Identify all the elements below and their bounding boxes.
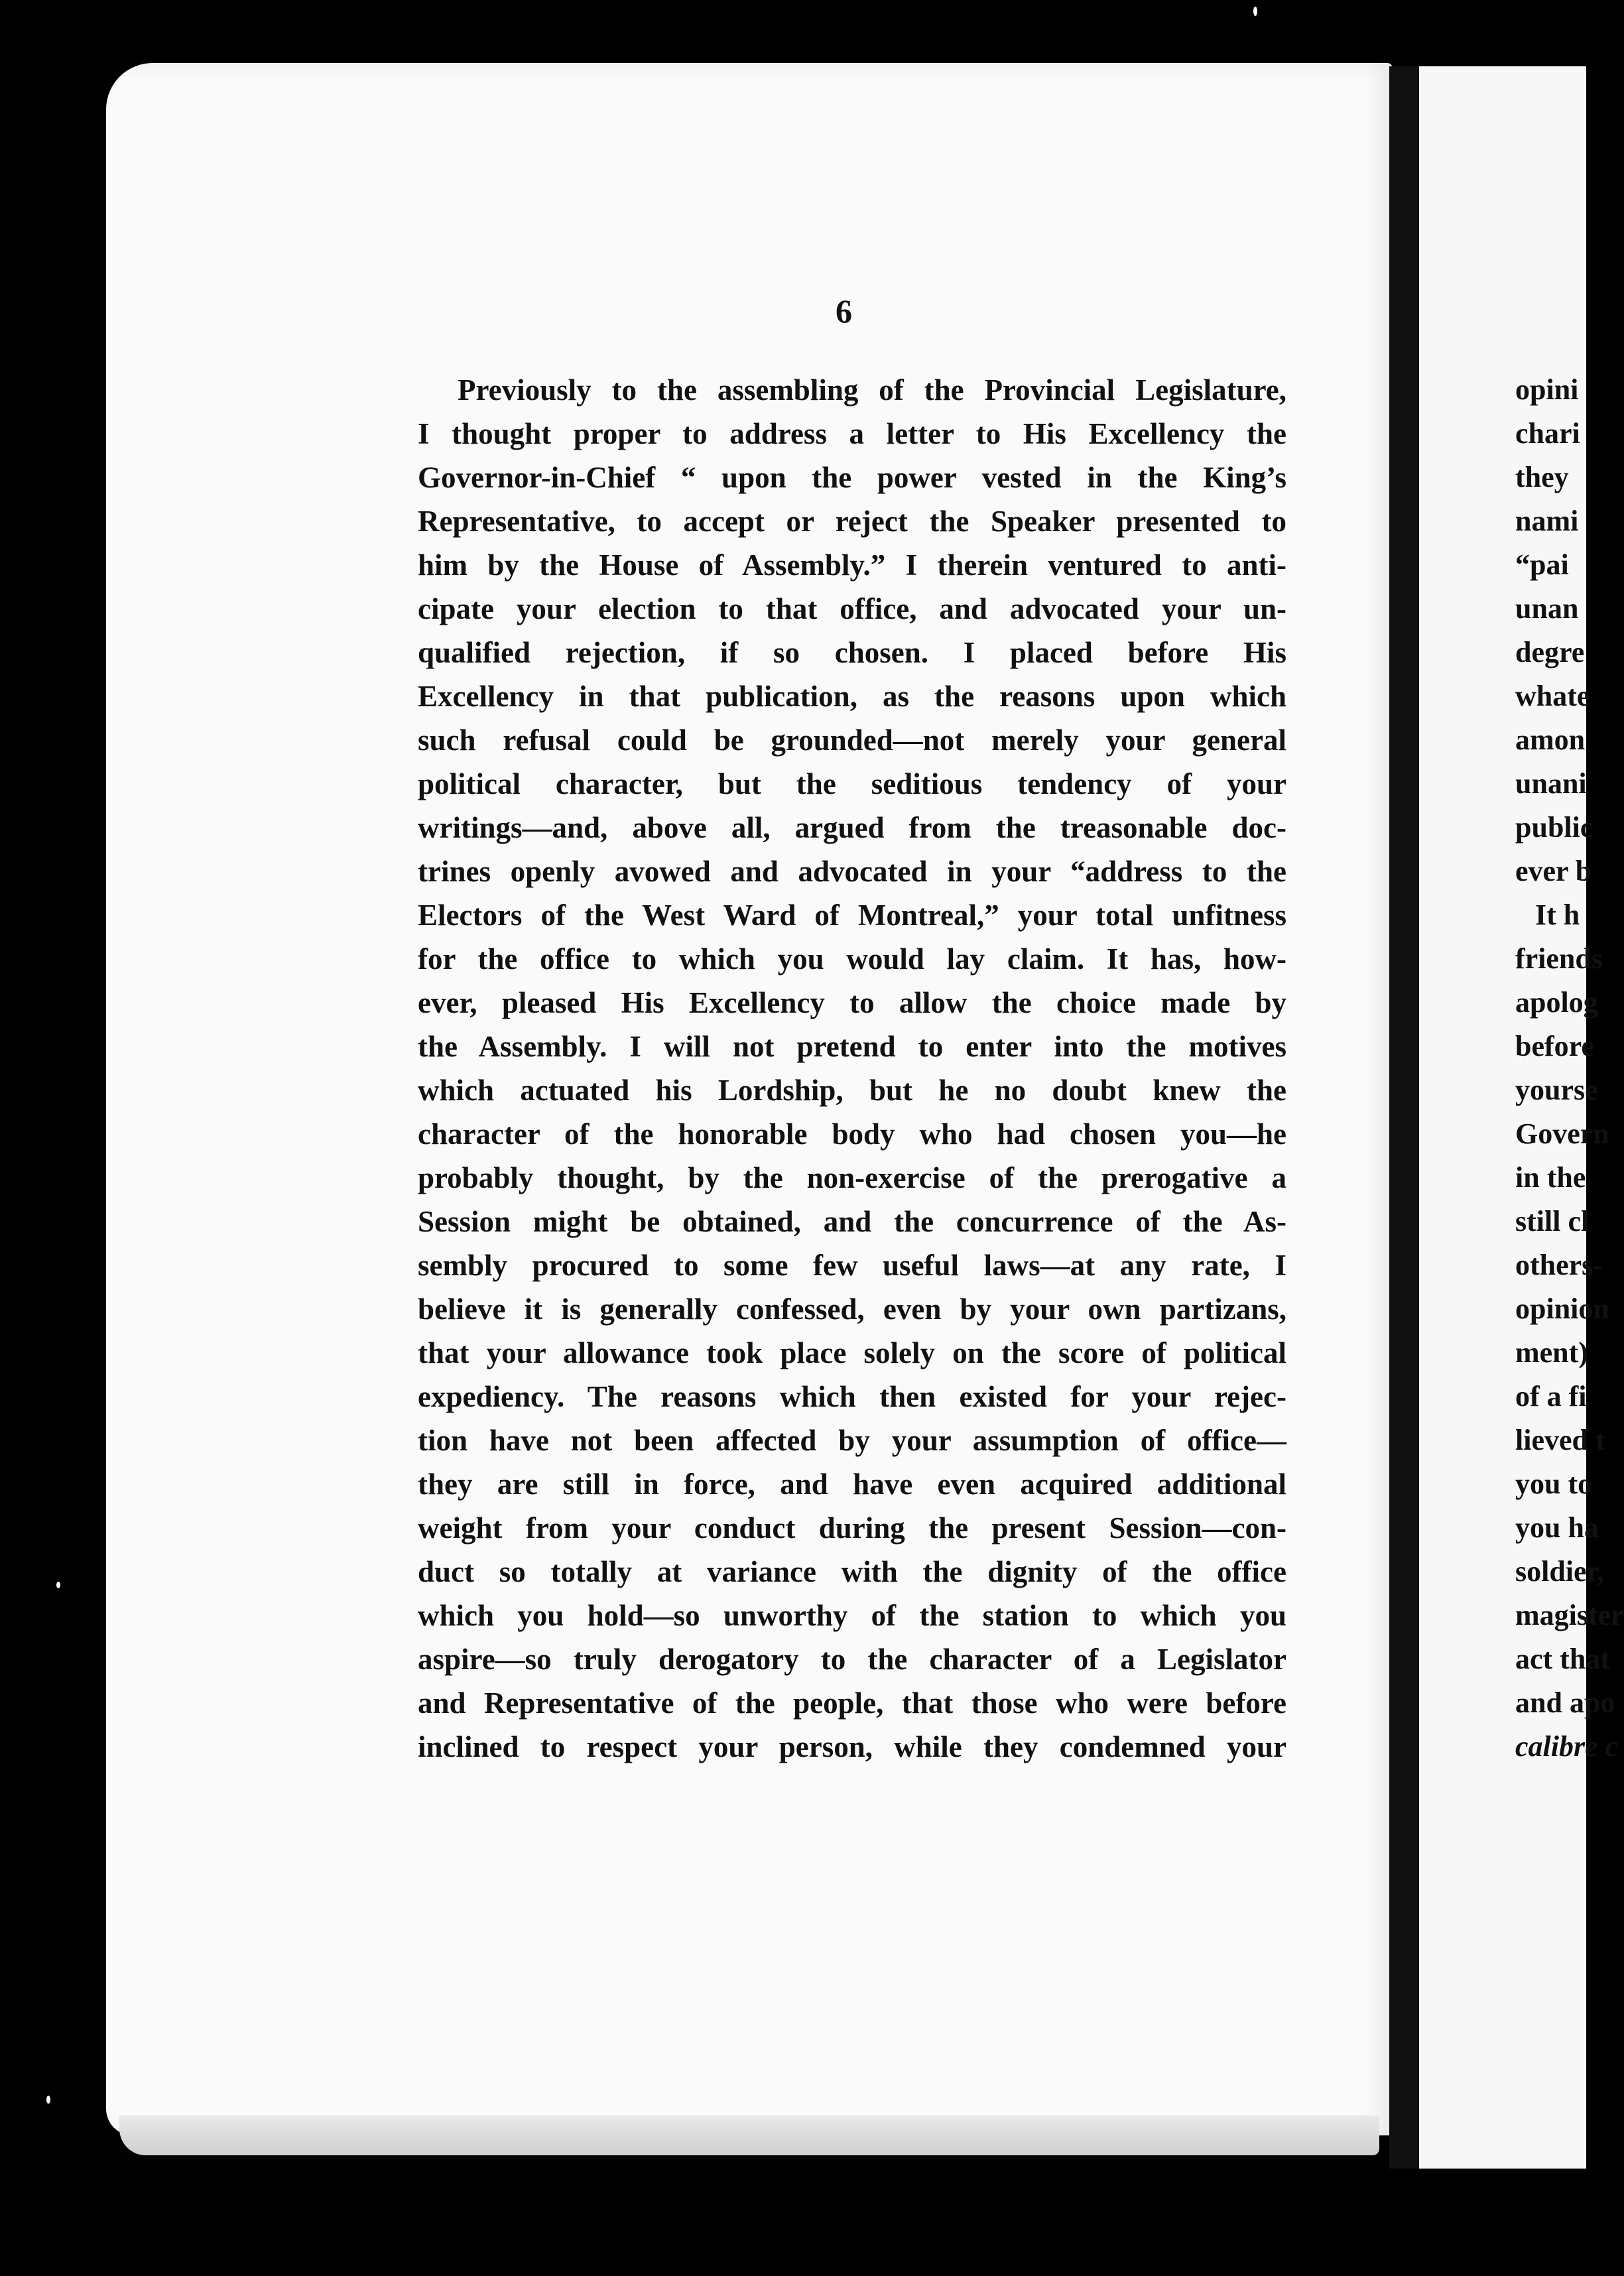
text-line: character of the honorable body who had chosen you—he	[418, 1117, 1286, 1151]
text-line: aspire—so truly derogatory to the character of a Legislator	[418, 1643, 1286, 1676]
text-line: believe it is generally confessed, even by your own partizans,	[418, 1293, 1286, 1326]
text-line: sembly procured to some few useful laws—at any rate, I	[418, 1249, 1286, 1282]
left-page-bottom-edge	[119, 2116, 1379, 2155]
text-line: amon	[1515, 724, 1586, 756]
text-line: writings—and, above all, argued from the treasonable doc-	[418, 811, 1286, 844]
text-line: Electors of the West Ward of Montreal,” your total unfitness	[418, 899, 1286, 932]
text-line: “pai	[1515, 548, 1569, 581]
text-line: you to	[1515, 1468, 1593, 1500]
text-line: and Representative of the people, that those who were before	[418, 1686, 1286, 1720]
text-line: cipate your election to that office, and advocated your un-	[418, 592, 1286, 625]
text-line: of a fi	[1515, 1380, 1587, 1413]
text-line: which you hold—so unworthy of the station to which you	[418, 1599, 1286, 1632]
text-line: unani	[1515, 767, 1587, 800]
left-page-text	[418, 368, 1286, 1769]
book-gutter	[1389, 66, 1419, 2169]
text-line: for the office to which you would lay claim. It has, how-	[418, 942, 1286, 976]
text-line: him by the House of Assembly.” I therein ventured to anti-	[418, 548, 1286, 582]
text-line: ever, pleased His Excellency to allow the choice made by	[418, 986, 1286, 1019]
text-line: lieved t	[1515, 1424, 1605, 1456]
text-line: ever b	[1515, 855, 1592, 887]
text-line: opinion	[1515, 1293, 1609, 1325]
text-line: apolog	[1515, 986, 1598, 1019]
text-line: before	[1515, 1030, 1594, 1062]
text-line: such refusal could be grounded—not merely your general	[418, 724, 1286, 757]
scan-speck	[1253, 7, 1257, 16]
text-line: tion have not been affected by your assumption of office—	[418, 1424, 1286, 1457]
text-line: you ha	[1515, 1511, 1599, 1544]
text-line: Governor-in-Chief “ upon the power vested in the King’s	[418, 461, 1286, 494]
text-line: and apo	[1515, 1686, 1615, 1719]
text-line: in the	[1515, 1161, 1586, 1194]
right-page-text-fragment	[1515, 368, 1624, 1769]
text-line: act that	[1515, 1643, 1610, 1675]
scan-speck	[46, 2096, 50, 2104]
text-line: duct so totally at variance with the dignity of the office	[418, 1555, 1286, 1588]
text-line: weight from your conduct during the present Session—con-	[418, 1511, 1286, 1545]
text-line: degre	[1515, 636, 1585, 668]
text-line: nami	[1515, 505, 1579, 537]
text-line: inclined to respect your person, while they condemned your	[418, 1730, 1286, 1763]
text-line: probably thought, by the non-exercise of the prerogative a	[418, 1161, 1286, 1194]
text-line: whate	[1515, 680, 1590, 712]
text-line: friends	[1515, 942, 1603, 975]
text-line: qualified rejection, if so chosen. I placed before His	[418, 636, 1286, 669]
text-line: Representative, to accept or reject the Speaker presented to	[418, 505, 1286, 538]
text-line: still cl	[1515, 1205, 1590, 1237]
text-line: ment)	[1515, 1336, 1588, 1369]
text-line: Excellency in that publication, as the reasons upon which	[418, 680, 1286, 713]
text-line: Govern	[1515, 1117, 1609, 1150]
text-line: they	[1515, 461, 1569, 493]
text-line: unan	[1515, 592, 1579, 625]
text-line: which actuated his Lordship, but he no doubt knew the	[418, 1074, 1286, 1107]
page-number: 6	[836, 292, 852, 330]
text-line: calibre c	[1515, 1730, 1619, 1763]
text-line: It h	[1535, 899, 1580, 931]
text-line: others-	[1515, 1249, 1603, 1281]
text-line: that your allowance took place solely on the score of political	[418, 1336, 1286, 1369]
text-line: political character, but the seditious tendency of your	[418, 767, 1286, 800]
text-line: opini	[1515, 373, 1579, 406]
text-line: magister	[1515, 1599, 1624, 1631]
text-line: soldier,	[1515, 1555, 1605, 1588]
text-line: they are still in force, and have even acquired additional	[418, 1468, 1286, 1501]
text-line: Previously to the assembling of the Provincial Legislature,	[458, 373, 1286, 407]
text-line: trines openly avowed and advocated in your “address to the	[418, 855, 1286, 888]
text-line: chari	[1515, 417, 1580, 450]
text-line: the Assembly. I will not pretend to enter into the motives	[418, 1030, 1286, 1063]
text-line: yourse	[1515, 1074, 1598, 1106]
text-line: public	[1515, 811, 1593, 844]
text-line: Session might be obtained, and the concurrence of the As-	[418, 1205, 1286, 1238]
scan-speck	[56, 1582, 60, 1588]
text-line: expediency. The reasons which then existed for your rejec-	[418, 1380, 1286, 1413]
text-line: I thought proper to address a letter to His Excellency the	[418, 417, 1286, 450]
